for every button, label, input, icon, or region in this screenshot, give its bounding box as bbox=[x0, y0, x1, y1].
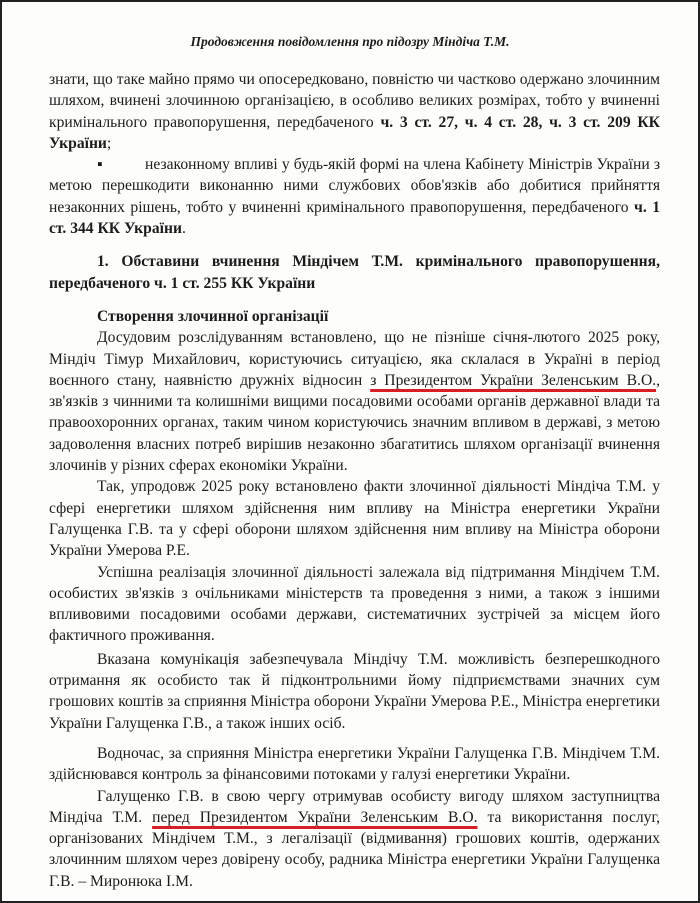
highlighted-phrase: з Президентом України Зеленським В.О. bbox=[370, 371, 657, 389]
bullet-text: . bbox=[181, 220, 186, 238]
spacer bbox=[49, 239, 660, 251]
document-body bbox=[49, 69, 660, 892]
paragraph-continuation bbox=[49, 69, 660, 154]
paragraph-success: Успішна реалізація злочинної діяльності залежала від підтримання Міндічем Т.М. особистих зв'язків з очільниками міністерств та проведення з ними, а також з іншими впливовими посадовими особами держави, систематичних зустрічей за місцем його фактичного проживання. bbox=[49, 563, 660, 645]
paragraph-facts: Так, упродовж 2025 року встановлено факти злочинної діяльності Міндіча Т.М. у сфері енергетики шляхом здійснення ним впливу на Міністра енергетики України Галущенка Г.В. та у сфері оборони шляхом здійснення ним впливу на Міністра оборони України Умерова Р.Е. bbox=[49, 478, 660, 560]
paragraph-communication: Вказана комунікація забезпечувала Міндічу Т.М. можливість безперешкодного отримання як особисто так й підконтрольними йому підприємствами значних сум грошових коштів за сприяння Міністра оборони України Умерова Р.Е., Міністра енергетики України Галущенка Г.В., а також інших осіб. bbox=[49, 650, 660, 732]
paragraph-benefit bbox=[49, 786, 660, 892]
paragraph-text: Галущенко Г.В. в свою чергу отримував особисту вигоду шляхом заступництва Міндіча Т.М. bbox=[49, 787, 660, 826]
subheading: Створення злочинної організації bbox=[97, 307, 329, 325]
paragraph-text: ; bbox=[106, 134, 112, 152]
legal-reference: ч. 1 ст. 344 КК України bbox=[49, 198, 661, 238]
bullet-text: незаконному впливі у будь-якій формі на члена Кабінету Міністрів України з метою перешкодити виконанню ними службових обов'язків або добитися прийняття незаконних рішень, тобто у вчиненні кримінального правопорушення, передбаченого bbox=[49, 156, 660, 216]
bullet-item bbox=[49, 154, 660, 239]
paragraph-text: Досудовим розслідуванням встановлено, що не пізніше січня-лютого 2025 року, Міндіч Тімур Михайлович, користуючись ситуацією, яка склалася в Україні в період воєнного стану, наявністю дружніх відносин bbox=[49, 329, 660, 389]
highlighted-phrase: перед Президентом України Зеленським В.О. bbox=[152, 808, 478, 826]
bullet-square-icon: ▪ bbox=[97, 156, 103, 174]
section-heading: 1. Обставини вчинення Міндічем Т.М. кримінального правопорушення, передбаченого ч. 1 ст. 255 КК України bbox=[49, 253, 660, 292]
paragraph-text: знати, що таке майно прямо чи опосередковано, повністю чи частково одержано злочинним шляхом, вчинені злочинною організацією, в особливо великих розмірах, тобто у вчиненні кримінального правопорушення, передбаченого bbox=[49, 71, 660, 131]
paragraph-creation bbox=[49, 327, 660, 476]
paragraph-control: Водночас, за сприяння Міністра енергетики України Галущенка Г.В. Міндічем Т.М. здійснювався контроль за фінансовими потоками у галузі енергетики України. bbox=[49, 744, 660, 784]
spacer bbox=[49, 734, 660, 743]
legal-reference: ч. 3 ст. 27, ч. 4 ст. 28, ч. 3 ст. 209 КК України bbox=[49, 113, 660, 152]
spacer bbox=[49, 294, 660, 306]
paragraph-text: , зв'язків з чинними та колишніми вищими посадовими особами органів державної влади та правоохоронних органах, таким чином користуючись значним впливом в державі, з метою задоволення власних потреб вирішив незаконно збагатитись шляхом організації вчинення злочинів у різних сферах економіки України. bbox=[49, 371, 661, 475]
paragraph-text: та використання послуг, організованих Міндічем Т.М., з легалізації (відмивання) грошових коштів, одержаних злочинним шляхом через довірену особу, радника Міністра енергетики України Галущенка Г.В. – Миронюка І.М. bbox=[49, 808, 661, 890]
running-header: Продовження повідомлення про підозру Міндіча Т.М. bbox=[190, 34, 510, 49]
